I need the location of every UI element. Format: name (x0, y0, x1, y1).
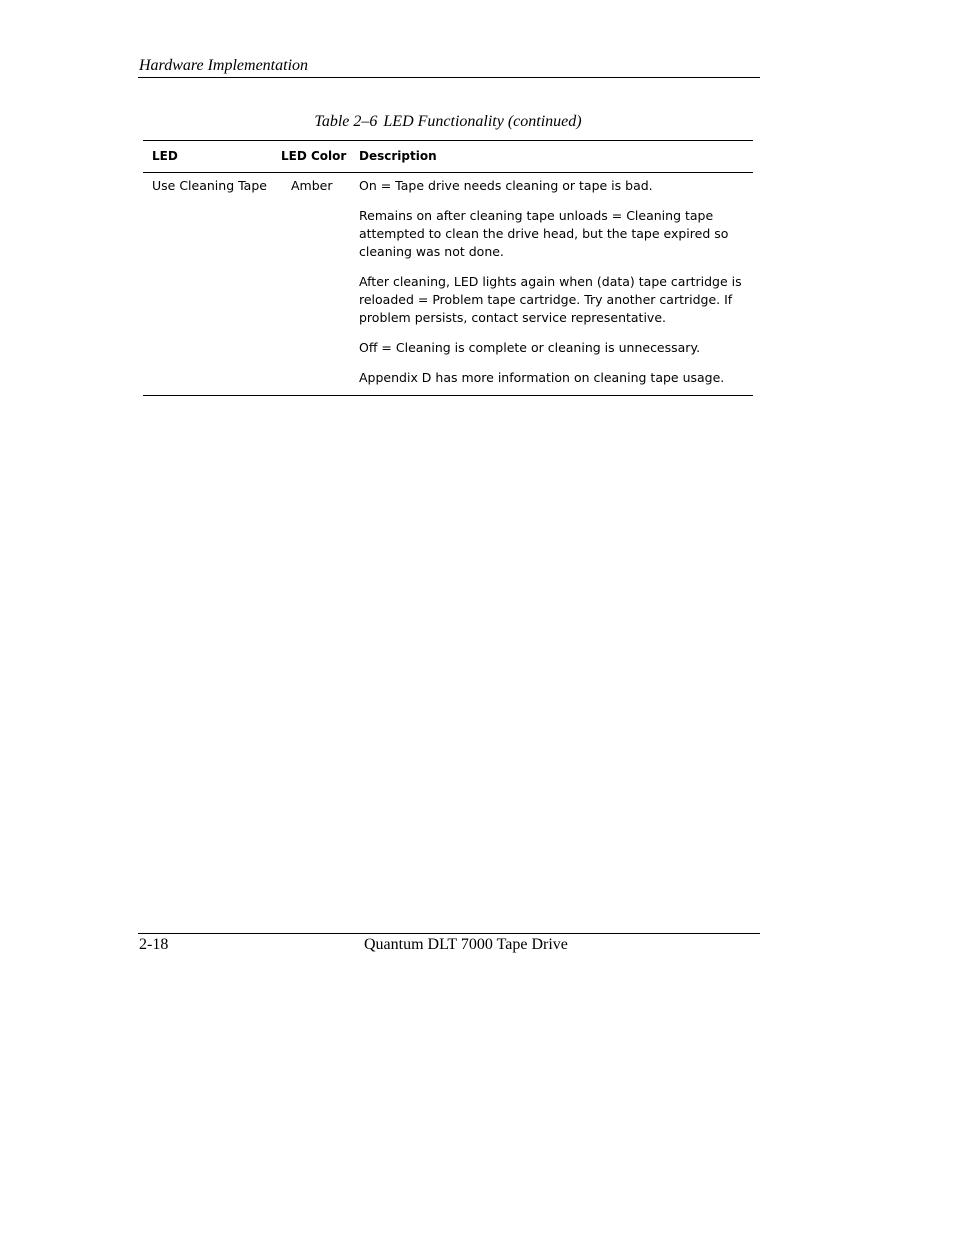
description-paragraph (359, 207, 743, 261)
description-paragraph (359, 339, 743, 357)
description-line: Remains on after cleaning tape unloads = Cleaning tape (359, 208, 714, 223)
page-number: 2-18 (139, 936, 169, 953)
description-line: Appendix D has more information on cleaning tape usage. (359, 370, 725, 385)
cell-led-name: Use Cleaning Tape (152, 178, 267, 193)
column-header-led: LED (152, 149, 178, 163)
description-paragraph (359, 177, 743, 195)
table-caption (143, 112, 753, 132)
description-paragraph (359, 369, 743, 387)
table-caption-text: LED Functionality (continued) (383, 113, 582, 130)
description-line: On = Tape drive needs cleaning or tape is bad. (359, 178, 653, 193)
header-rule (138, 77, 760, 78)
description-line: reloaded = Problem tape cartridge. Try another cartridge. If (359, 292, 733, 307)
description-line: After cleaning, LED lights again when (data) tape cartridge is (359, 274, 742, 289)
table-caption-number: Table 2–6 (314, 113, 378, 130)
led-table (143, 140, 753, 396)
product-name: Quantum DLT 7000 Tape Drive (364, 936, 568, 953)
footer-rule (138, 933, 760, 934)
header-title: Hardware Implementation (139, 57, 309, 74)
cell-led-color: Amber (291, 178, 333, 193)
column-header-led-color: LED Color (281, 149, 347, 163)
cell-description (359, 177, 743, 387)
description-line: attempted to clean the drive head, but the tape expired so (359, 226, 729, 241)
description-line: Off = Cleaning is complete or cleaning is unnecessary. (359, 340, 701, 355)
column-header-description: Description (359, 149, 437, 163)
description-line: cleaning was not done. (359, 244, 504, 259)
table-header-row (143, 141, 753, 173)
description-paragraph (359, 273, 743, 327)
table-row (143, 173, 753, 395)
description-line: problem persists, contact service representative. (359, 310, 666, 325)
